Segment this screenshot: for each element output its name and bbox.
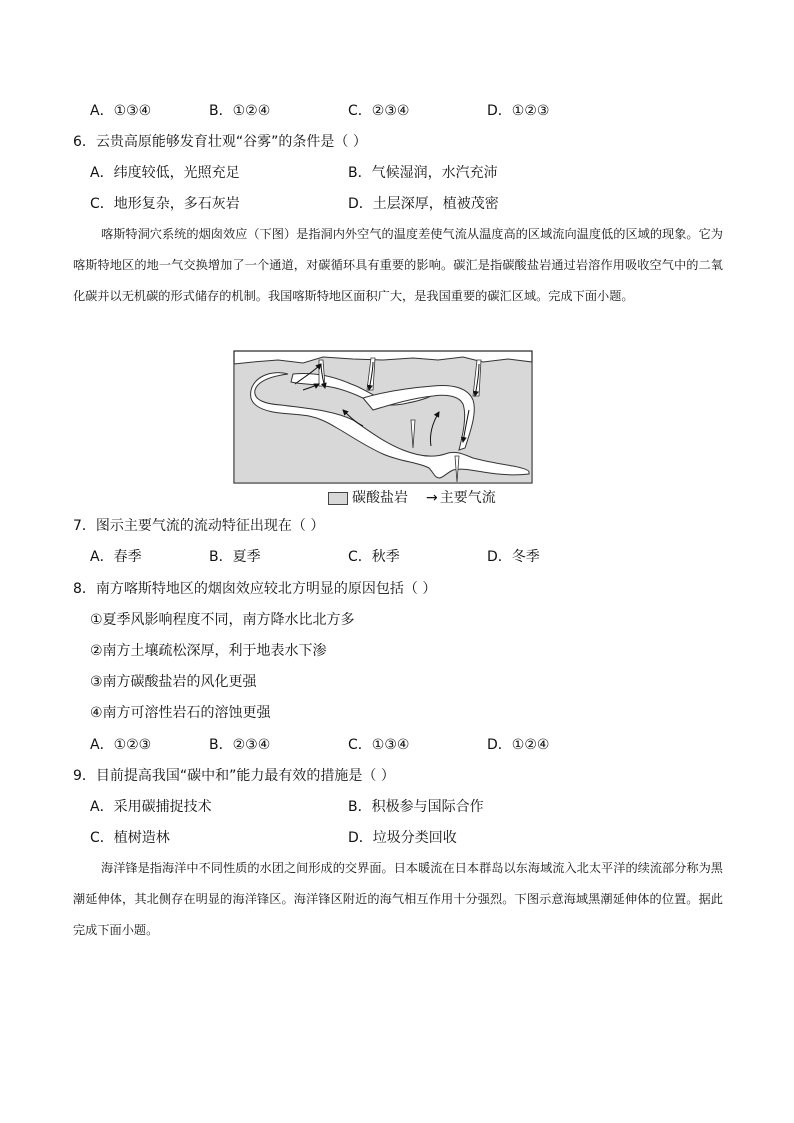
q6-option-a: A．纬度较低，光照充足: [90, 165, 240, 181]
q6-option-b: B．气候湿润，水汽充沛: [348, 165, 498, 181]
q9-option-a: A．采用碳捕捉技术: [90, 799, 212, 815]
q9-option-d: D．垃圾分类回收: [348, 830, 457, 846]
q8-option-a: A．①②③: [90, 737, 152, 753]
q9-option-b: B．积极参与国际合作: [348, 799, 484, 815]
legend-carbonate-rock: 碳酸盐岩: [352, 490, 408, 506]
passage-ocean-front: [73, 853, 723, 946]
cave-diagram-svg: [233, 350, 533, 484]
q8-option-b: B．②③④: [209, 737, 271, 753]
q7-stem: 7．图示主要气流的流动特征出现在（ ）: [73, 518, 325, 534]
q7-option-d: D．冬季: [487, 549, 540, 565]
q8-item-3: ③南方碳酸盐岩的风化更强: [90, 674, 257, 690]
q7-option-b: B．夏季: [209, 549, 261, 565]
q9-stem: 9．目前提高我国“碳中和”能力最有效的措施是（ ）: [73, 768, 395, 784]
q6-option-d: D．土层深厚，植被茂密: [348, 196, 499, 212]
passage-ocean-front-text: 海洋锋是指海洋中不同性质的水团之间形成的交界面。日本暖流在日本群岛以东海域流入北太平洋的续流部分称为黑潮延伸体，其北侧存在明显的海洋锋区。海洋锋区附近的海气相互作用十分强烈。下图示意海域黑潮延伸体的位置。据此完成下面小题。: [73, 861, 723, 937]
q8-stem: 8．南方喀斯特地区的烟囱效应较北方明显的原因包括（ ）: [73, 581, 437, 597]
passage-karst-text: 喀斯特洞穴系统的烟囱效应（下图）是指洞内外空气的温度差使气流从温度高的区域流向温度低的区域的现象。它为喀斯特地区的地一气交换增加了一个通道，对碳循环具有重要的影响。碳汇是指碳酸盐岩通过岩溶作用吸收空气中的二氧化碳并以无机碳的形式储存的机制。我国喀斯特地区面积广大，是我国重要的碳汇区域。完成下面小题。: [73, 227, 723, 303]
q8-item-2: ②南方土壤疏松深厚，利于地表水下渗: [90, 643, 327, 659]
q9-option-c: C．植树造林: [90, 830, 170, 846]
q5-option-d: D．①②③: [487, 103, 550, 119]
carbonate-rock-swatch: [328, 492, 348, 505]
q5-option-c: C．②③④: [348, 103, 410, 119]
airflow-arrow-icon: →: [426, 490, 438, 506]
legend-airflow: 主要气流: [439, 490, 496, 506]
figure-legend: [328, 488, 496, 508]
q8-item-1: ①夏季风影响程度不同，南方降水比北方多: [90, 612, 355, 628]
q6-stem: 6．云贵高原能够发育壮观“谷雾”的条件是（ ）: [73, 134, 367, 150]
q5-option-b: B．①②④: [209, 103, 271, 119]
q8-option-d: D．①②④: [487, 737, 550, 753]
q8-option-c: C．①③④: [348, 737, 410, 753]
cave-diagram: [233, 350, 533, 484]
q7-option-c: C．秋季: [348, 549, 400, 565]
q8-item-4: ④南方可溶性岩石的溶蚀更强: [90, 705, 271, 721]
q6-option-c: C．地形复杂，多石灰岩: [90, 196, 240, 212]
q7-option-a: A．春季: [90, 549, 142, 565]
passage-karst: [73, 219, 723, 312]
q5-option-a: A．①③④: [90, 103, 152, 119]
